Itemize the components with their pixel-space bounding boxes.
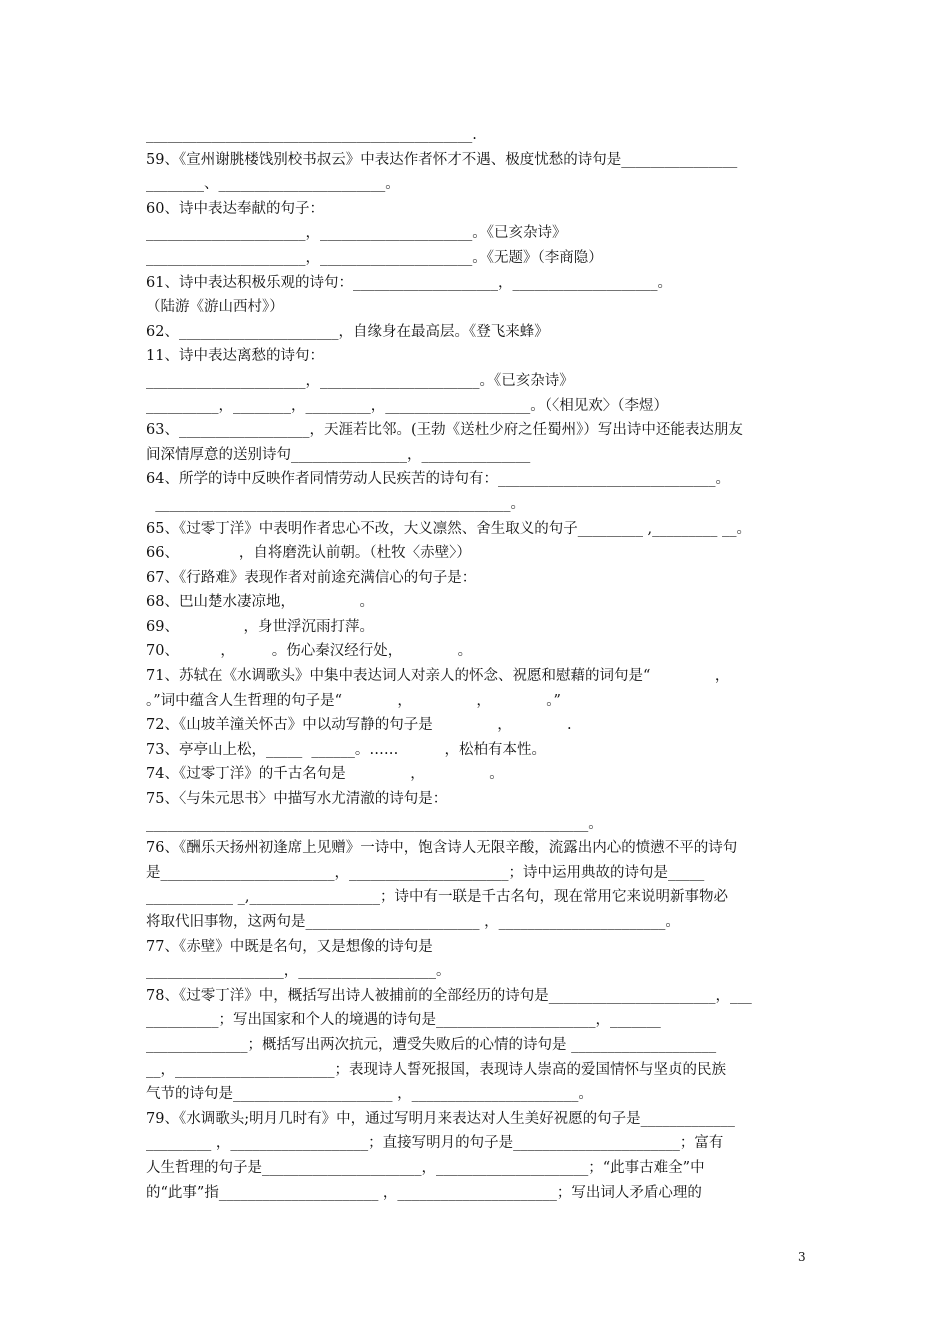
text-line: 66、 ，自将磨洗认前朝。（杜牧〈赤壁〉） [146, 545, 471, 562]
text-line: ___________________，___________________。 [146, 963, 451, 980]
text-line: 63、__________________，天涯若比邻。(王勃《送杜少府之任蜀州》）写出诗中还能表达朋友 [146, 422, 743, 439]
text-line: 气节的诗句是______________________ ，_______________________。 [146, 1086, 593, 1103]
text-line: 70、 ， 。伤心秦汉经行处， 。 [146, 643, 473, 660]
text-line: 是________________________，______________________；诗中运用典故的诗句是_____ [146, 864, 705, 881]
text-line: ______________________，______________________。《已亥杂诗》 [146, 372, 574, 389]
text-line: ______________；概括写出两次抗元，遭受失败后的心情的诗句是 ____________________ [146, 1036, 717, 1053]
text-line: 59、《宣州谢朓楼饯别校书叔云》中表达作者怀才不遇、极度忧愁的诗句是________________ [146, 151, 738, 168]
text-line: _________ ，___________________；直接写明月的句子是_______________________；富有 [146, 1135, 724, 1152]
exercise-text [146, 123, 808, 1205]
text-line: 74、《过零丁洋》的千古名句是 ， 。 [146, 766, 504, 783]
text-line: 78、《过零丁洋》中，概括写出诗人被捕前的全部经历的诗句是_______________________，___ [146, 987, 752, 1004]
text-line: ______________________，_____________________。《已亥杂诗》 [146, 225, 567, 242]
page-number: 3 [798, 1250, 806, 1264]
text-line: 将取代旧事物，这两句是________________________ ，_______________________。 [146, 914, 680, 930]
text-line: 68、巴山楚水凄凉地， 。 [146, 594, 374, 611]
text-line: 69、 ，身世浮沉雨打萍。 [146, 618, 374, 635]
text-line: ______________________，_____________________。《无题》（李商隐） [146, 249, 603, 266]
text-line: __________，________，_________，____________________。（〈相见欢〉（李煜） [146, 397, 668, 414]
text-line: 人生哲理的句子是______________________，_____________________；“此事古难全”中 [146, 1159, 705, 1176]
text-line: 73、亭亭山上松，_____ ______。…… ，松柏有本性。 [146, 741, 547, 758]
text-line: （陆游《游山西村》） [146, 299, 284, 316]
text-line: 62、______________________，自缘身在最高层。《登飞来蜂》 [146, 323, 549, 340]
text-line: 的“此事”指______________________ ，______________________；写出词人矛盾心理的 [146, 1184, 702, 1201]
text-line: ________、_______________________。 [146, 176, 400, 193]
text-line: 77、《赤壁》中既是名句，又是想像的诗句是 [146, 938, 433, 955]
text-line: 61、诗中表达积极乐观的诗句：____________________，____________________。 [146, 274, 672, 291]
text-line: _____________________________________________. [146, 127, 477, 143]
text-line: 间深情厚意的送别诗句________________，_______________ [146, 446, 531, 463]
text-line: 11、诗中表达离愁的诗句： [146, 348, 324, 365]
text-line: 71、苏轼在《水调歌头》中集中表达词人对亲人的怀念、祝愿和慰藉的词句是“ ， [146, 668, 730, 685]
text-line: ____________ _,__________________；诗中有一联是千古名句，现在常用它来说明新事物必 [146, 889, 728, 906]
text-line: __________；写出国家和个人的境遇的诗句是______________________，_______ [146, 1012, 661, 1029]
text-line: 67、《行路难》表现作者对前途充满信心的句子是： [146, 569, 477, 586]
text-line: 。”词中蕴含人生哲理的句子是“ ， ， 。” [146, 692, 561, 709]
text-line: 72、《山坡羊潼关怀古》中以动写静的句子是 ， . [146, 717, 572, 734]
text-line: __，______________________；表现诗人誓死报国，表现诗人崇高的爱国情怀与坚贞的民族 [146, 1061, 726, 1078]
text-line: 64、所学的诗中反映作者同情劳动人民疾苦的诗句有：______________________________。 [146, 471, 730, 488]
text-line: 79、《水调歌头;明月几时有》中，通过写明月来表达对人生美好祝愿的句子是_____________ [146, 1110, 735, 1127]
text-line: 65、《过零丁洋》中表明作者忠心不改，大义凛然、舍生取义的句子_________ ,_________ __。 [146, 520, 752, 537]
text-line: 75、〈与朱元思书〉中描写水尤清澈的诗句是： [146, 791, 448, 808]
text-line: _____________________________________________________________。 [146, 815, 603, 832]
text-line: _________________________________________________。 [146, 495, 525, 512]
text-line: 60、诗中表达奉献的句子： [146, 200, 324, 217]
text-line: 76、《酬乐天扬州初逢席上见赠》一诗中，饱含诗人无限辛酸，流露出内心的愤懑不平的诗句 [146, 840, 738, 857]
